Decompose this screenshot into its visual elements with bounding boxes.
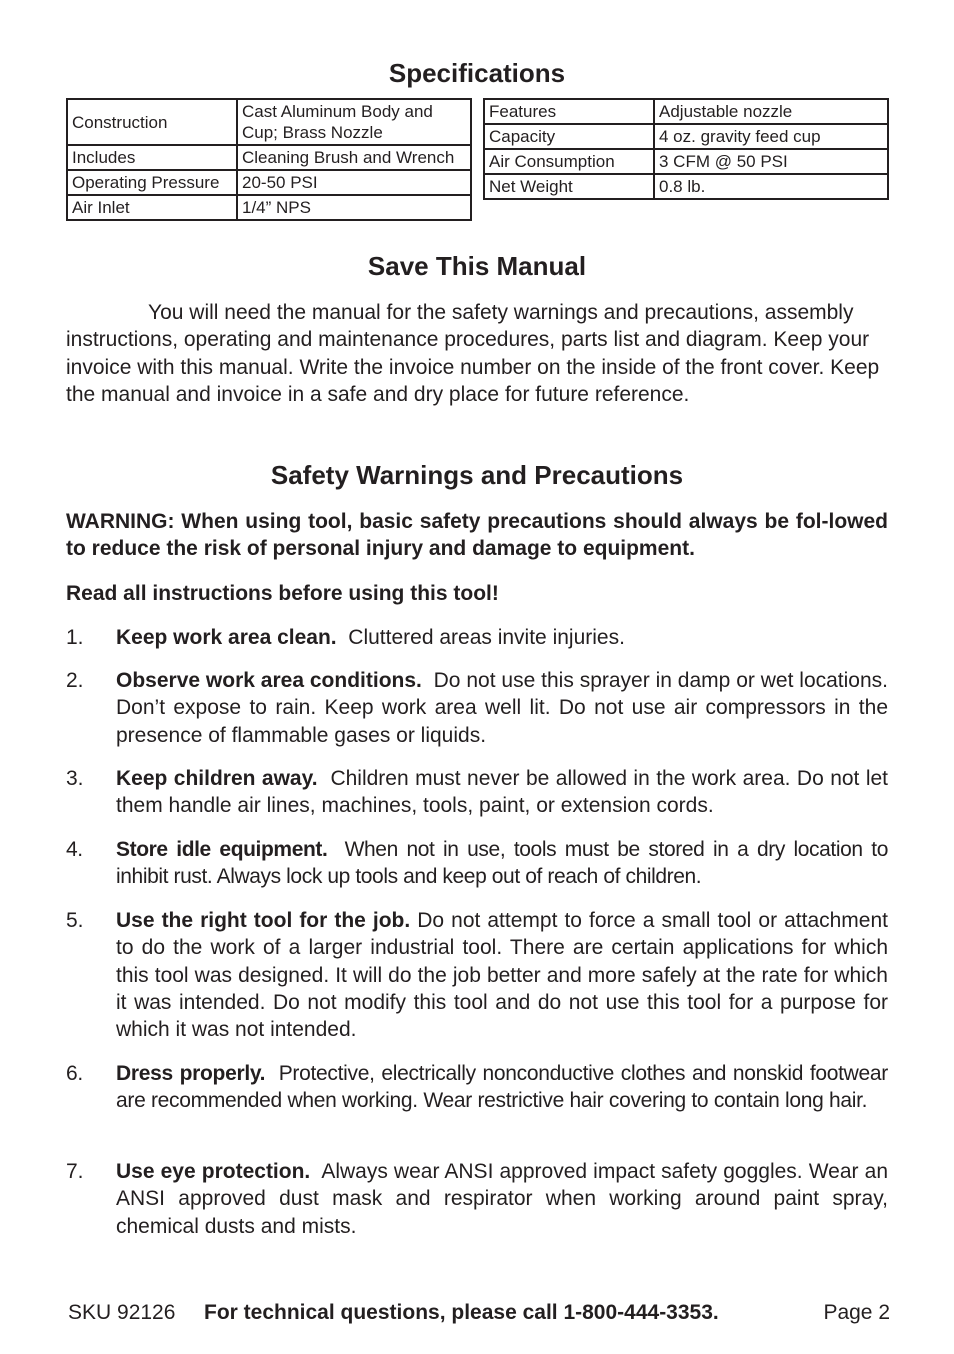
save-manual-title: Save This Manual	[367, 251, 587, 281]
item-text: Do not attempt to force a small tool or attachment to do the work of a larger industrial tool. There are certain applications for which this tool was designed. It will do the job better and more safely at the rate for which it was intended. Do not modify this tool and do not use this tool for a purpose for which it was not intended.	[116, 909, 888, 1042]
item-number: 4.	[66, 838, 83, 861]
item-lead: Use the right tool for the job.	[116, 909, 411, 932]
list-item	[66, 907, 888, 1043]
save-manual-body	[66, 299, 888, 408]
spec-value: 3 CFM @ 50 PSI	[654, 149, 888, 174]
spec-label: Includes	[67, 145, 237, 170]
read-all-instructions: Read all instructions before using this tool!	[66, 582, 499, 605]
spec-value: 20-50 PSI	[237, 170, 471, 195]
item-number: 3.	[66, 767, 84, 790]
table-row	[67, 195, 471, 220]
item-text: When not in use, tools must be stored in a dry location to inhibit rust. Always lock up tools and keep out of reach of children.	[116, 838, 888, 889]
item-lead: Store idle equipment.	[116, 838, 328, 861]
item-text: Always wear ANSI approved impact safety goggles. Wear an ANSI approved dust mask and respirator when working around paint spray, chemical dusts and mists.	[116, 1160, 888, 1238]
item-text: Do not use this sprayer in damp or wet locations. Don’t expose to rain. Keep work area well lit. Do not use air compressors in the presence of flammable gases or liquids.	[116, 669, 889, 747]
item-number: 7.	[66, 1160, 84, 1183]
spec-value: 1/4” NPS	[237, 195, 471, 220]
spec-value: 4 oz. gravity feed cup	[654, 124, 888, 149]
list-item	[66, 667, 888, 749]
item-number: 6.	[66, 1062, 83, 1085]
list-item	[66, 624, 888, 651]
table-row	[484, 149, 888, 174]
page-number: Page 2	[823, 1301, 890, 1324]
list-item	[66, 765, 888, 820]
spec-value: 0.8 lb.	[654, 174, 888, 199]
spec-value: Cast Aluminum Body and Cup; Brass Nozzle	[237, 99, 471, 145]
item-lead: Dress properly.	[116, 1062, 266, 1085]
spec-label: Operating Pressure	[67, 170, 237, 195]
technical-questions-phone: For technical questions, please call 1-800-444-3353.	[204, 1301, 719, 1324]
table-row	[484, 174, 888, 199]
specifications-table-left	[66, 98, 472, 221]
item-lead: Keep children away.	[116, 767, 318, 790]
item-text: Protective, electrically nonconductive clothes and nonskid footwear are recommended when working. Wear restrictive hair covering to contain long hair.	[116, 1062, 888, 1113]
spec-label: Features	[484, 99, 654, 124]
spec-value: Adjustable nozzle	[654, 99, 888, 124]
save-manual-text: You will need the manual for the safety warnings and precautions, assembly instructions, operating and maintenance procedures, parts list and diagram. Keep your invoice with this manual. Write the invoice number on the inside of the front cover. Keep the manual and invoice in a safe and dry place for future reference.	[66, 301, 880, 406]
spec-label: Net Weight	[484, 174, 654, 199]
table-row	[484, 124, 888, 149]
safety-title: Safety Warnings and Precautions	[270, 460, 684, 490]
table-row	[484, 99, 888, 124]
item-lead: Use eye protection.	[116, 1160, 311, 1183]
list-item	[66, 1060, 888, 1115]
item-lead: Keep work area clean.	[116, 626, 337, 649]
table-row	[67, 145, 471, 170]
item-number: 5.	[66, 909, 84, 932]
spec-label: Air Inlet	[67, 195, 237, 220]
warning-statement: WARNING: When using tool, basic safety precautions should always be fol-lowed to reduce the risk of personal injury and damage to equipment.	[66, 510, 888, 561]
specifications-title: Specifications	[388, 58, 566, 88]
item-text: Cluttered areas invite injuries.	[348, 626, 625, 649]
table-row	[67, 99, 471, 145]
spec-label: Construction	[67, 99, 237, 145]
item-number: 1.	[66, 626, 84, 649]
item-lead: Observe work area conditions.	[116, 669, 422, 692]
specifications-table-right	[483, 98, 889, 200]
list-item	[66, 836, 888, 891]
spec-label: Air Consumption	[484, 149, 654, 174]
spec-label: Capacity	[484, 124, 654, 149]
sku-number: SKU 92126	[68, 1301, 176, 1324]
list-item	[66, 1158, 888, 1240]
table-row	[67, 170, 471, 195]
item-number: 2.	[66, 669, 84, 692]
item-text: Children must never be allowed in the work area. Do not let them handle air lines, machines, tools, paint, or extension cords.	[116, 767, 889, 818]
spec-value: Cleaning Brush and Wrench	[237, 145, 471, 170]
